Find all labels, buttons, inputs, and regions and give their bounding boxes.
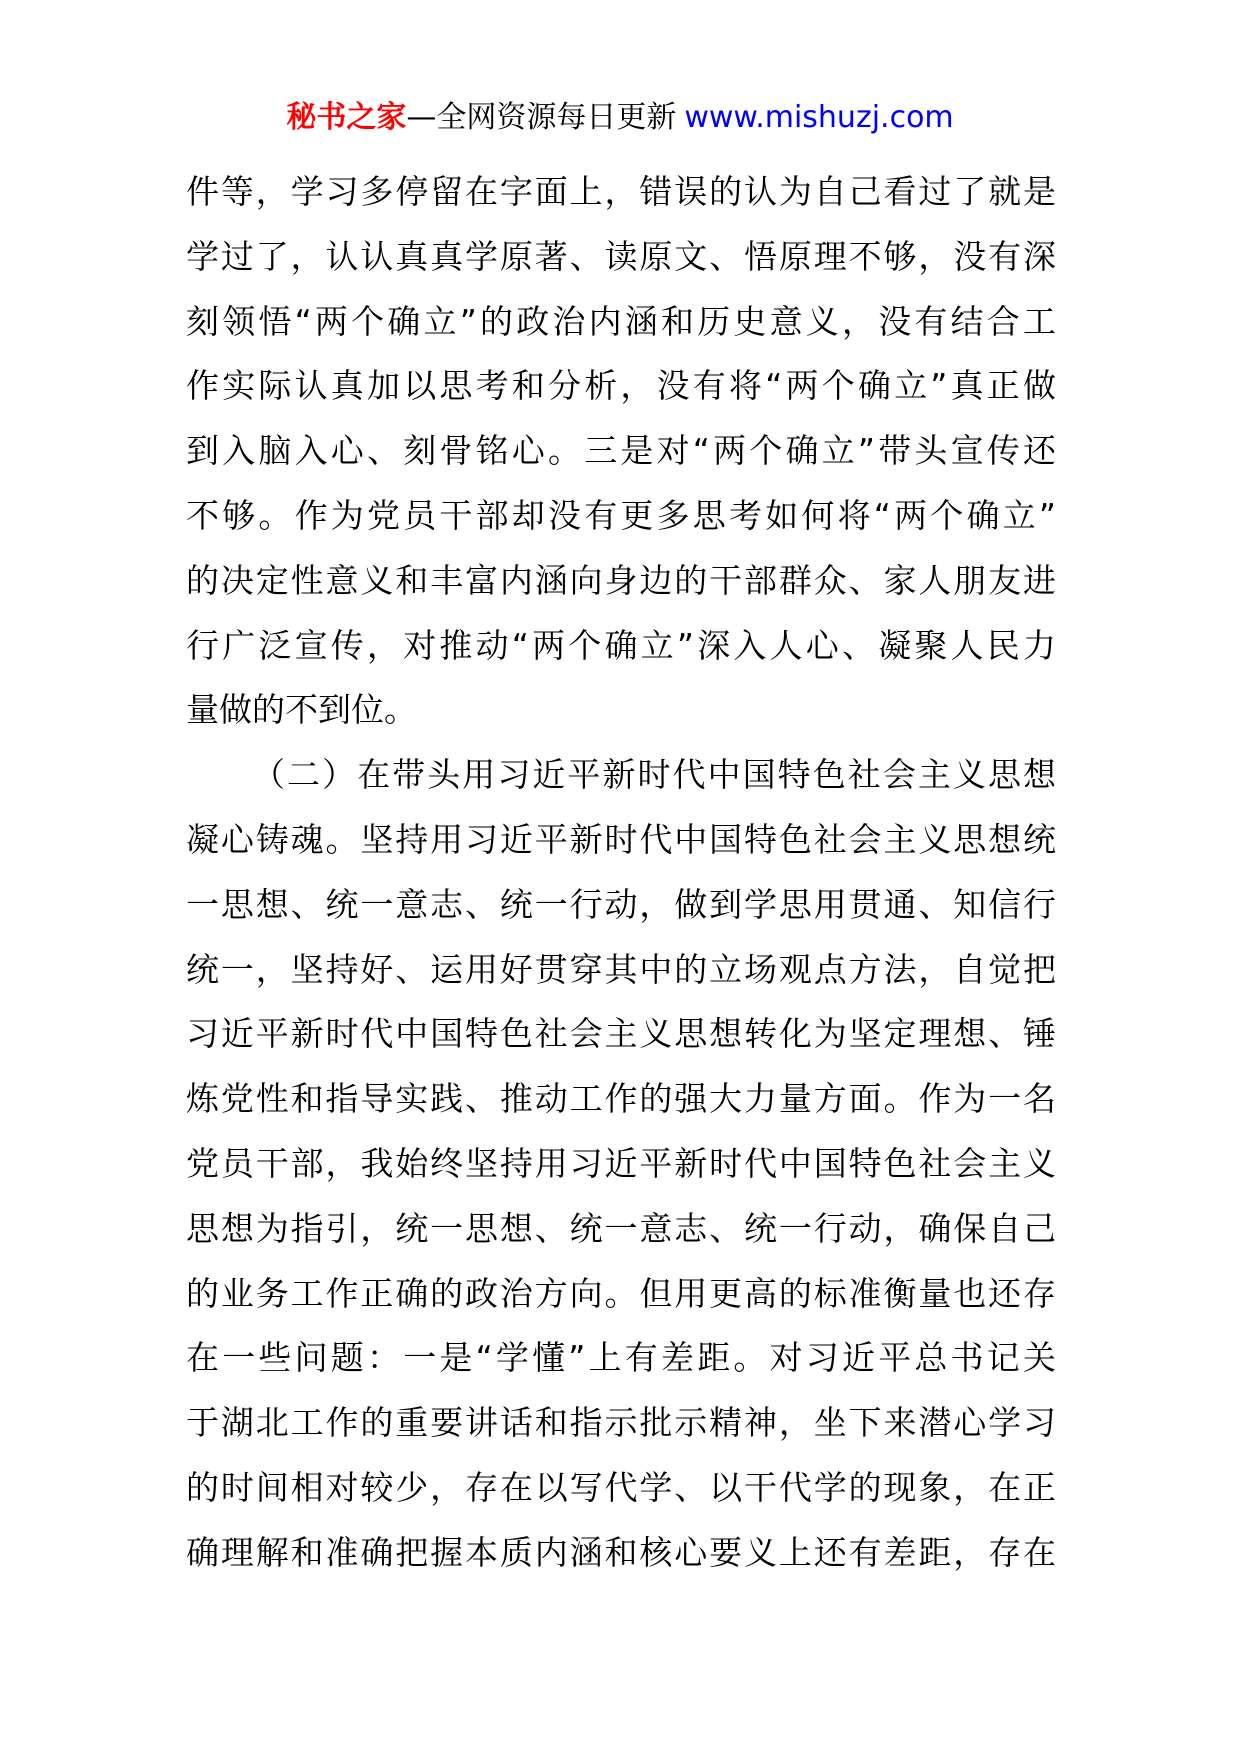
text-line: 的业务工作正确的政治方向。但用更高的标准衡量也还存 bbox=[186, 1273, 1056, 1313]
brand-name: 秘书之家 bbox=[286, 100, 407, 135]
text-line: 在一些问题：一是“学懂”上有差距。对习近平总书记关 bbox=[186, 1338, 1056, 1378]
text-line: 件等，学习多停留在字面上，错误的认为自己看过了就是 bbox=[186, 172, 1056, 211]
document-body bbox=[186, 160, 1056, 1586]
text-line: 炼党性和指导实践、推动工作的强大力量方面。作为一名 bbox=[186, 1079, 1056, 1119]
text-line: 刻领悟“两个确立”的政治内涵和历史意义，没有结合工 bbox=[186, 301, 1056, 341]
site-header bbox=[0, 98, 1240, 138]
text-line: 作实际认真加以思考和分析，没有将“两个确立”真正做 bbox=[186, 366, 1056, 406]
paragraph-1 bbox=[186, 160, 1056, 743]
text-line: 党员干部，我始终坚持用习近平新时代中国特色社会主义 bbox=[186, 1143, 1056, 1183]
text-line: 习近平新时代中国特色社会主义思想转化为坚定理想、锤 bbox=[186, 1014, 1056, 1054]
text-line: 不够。作为党员干部却没有更多思考如何将“两个确立” bbox=[186, 495, 1056, 535]
text-line: 到入脑入心、刻骨铭心。三是对“两个确立”带头宣传还 bbox=[186, 431, 1056, 471]
paragraph-2 bbox=[186, 743, 1056, 1585]
text-line: 行广泛宣传，对推动“两个确立”深入人心、凝聚人民力 bbox=[186, 625, 1056, 665]
site-url-link[interactable]: www.mishuzj.com bbox=[684, 100, 954, 135]
text-line: 量做的不到位。 bbox=[186, 690, 417, 730]
text-line: 的时间相对较少，存在以写代学、以干代学的现象，在正 bbox=[186, 1467, 1056, 1507]
text-line: 学过了，认认真真学原著、读原文、悟原理不够，没有深 bbox=[186, 236, 1056, 276]
text-line: （二）在带头用习近平新时代中国特色社会主义思想 bbox=[252, 755, 1056, 795]
text-line: 统一，坚持好、运用好贯穿其中的立场观点方法，自觉把 bbox=[186, 949, 1056, 989]
header-tagline: —全网资源每日更新 bbox=[406, 100, 677, 135]
text-line: 的决定性意义和丰富内涵向身边的干部群众、家人朋友进 bbox=[186, 560, 1056, 600]
text-line: 一思想、统一意志、统一行动，做到学思用贯通、知信行 bbox=[186, 884, 1056, 924]
text-line: 于湖北工作的重要讲话和指示批示精神，坐下来潜心学习 bbox=[186, 1403, 1056, 1443]
text-line: 凝心铸魂。坚持用习近平新时代中国特色社会主义思想统 bbox=[186, 819, 1056, 859]
text-line: 思想为指引，统一思想、统一意志、统一行动，确保自己 bbox=[186, 1208, 1056, 1248]
text-line: 确理解和准确把握本质内涵和核心要义上还有差距，存在 bbox=[186, 1532, 1056, 1572]
